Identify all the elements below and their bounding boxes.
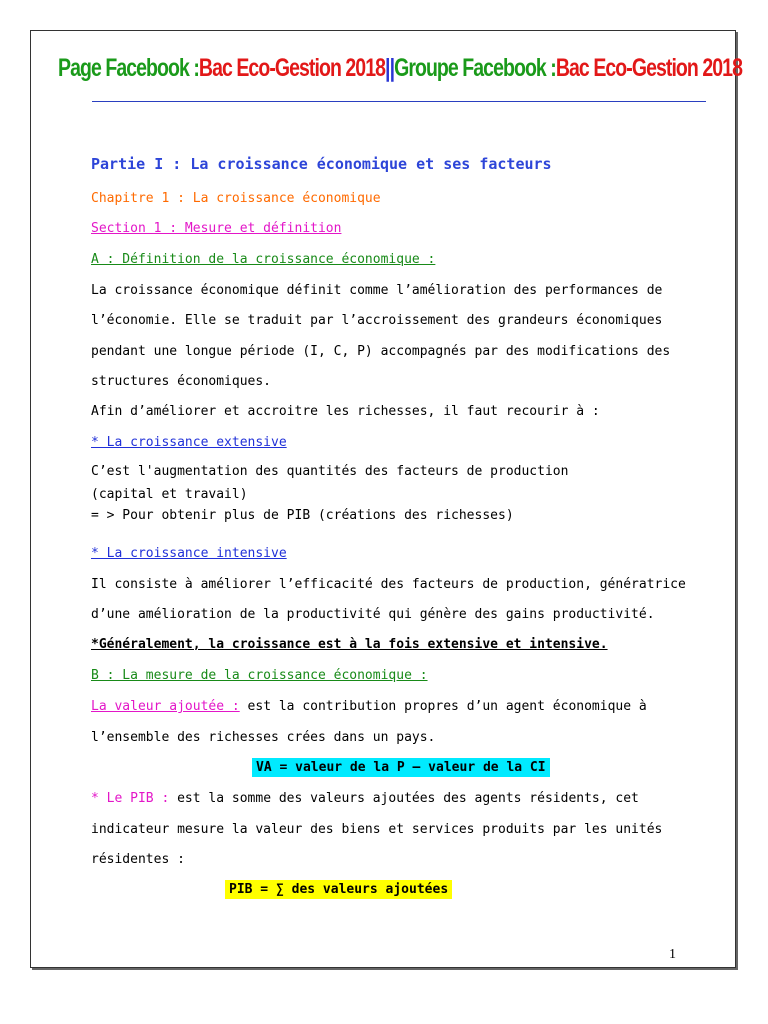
banner-groupe-facebook: Groupe Facebook : bbox=[394, 53, 556, 82]
heading-a: A : Définition de la croissance économique : bbox=[91, 252, 436, 267]
paragraph-line: La croissance économique définit comme l’amélioration des performances de bbox=[91, 283, 663, 298]
paragraph-line: Il consiste à améliorer l’efficacité des facteurs de production, génératrice bbox=[91, 577, 686, 592]
pib-formula-text: PIB = ∑ des valeurs ajoutées bbox=[225, 880, 452, 899]
page-number: 1 bbox=[669, 947, 676, 962]
banner-page-facebook: Page Facebook : bbox=[57, 53, 199, 82]
paragraph-line: indicateur mesure la valeur des biens et services produits par les unités bbox=[91, 822, 663, 837]
facebook-banner bbox=[57, 48, 743, 88]
intensive-title: * La croissance intensive bbox=[91, 546, 287, 561]
pib-text: est la somme des valeurs ajoutées des agents résidents, cet bbox=[169, 791, 639, 806]
pib-label: * Le PIB : bbox=[91, 791, 170, 806]
extensive-title: * La croissance extensive bbox=[91, 435, 287, 450]
paragraph-line: d’une amélioration de la productivité qui génère des gains productivité. bbox=[91, 607, 655, 622]
paragraph-line: l’ensemble des richesses crées dans un pays. bbox=[91, 730, 436, 745]
va-definition-line bbox=[91, 699, 647, 714]
chapitre-title: Chapitre 1 : La croissance économique bbox=[91, 191, 381, 206]
paragraph-line: pendant une longue période (I, C, P) accompagnés par des modifications des bbox=[91, 344, 671, 359]
banner-bac-eco-gestion-2: Bac Eco-Gestion 2018 bbox=[555, 53, 743, 82]
banner-separator: || bbox=[385, 53, 395, 82]
paragraph-line: structures économiques. bbox=[91, 374, 272, 389]
va-formula bbox=[252, 760, 550, 775]
va-label: La valeur ajoutée : bbox=[91, 699, 240, 714]
banner-rule bbox=[92, 101, 706, 102]
heading-b: B : La mesure de la croissance économique : bbox=[91, 668, 428, 683]
va-formula-text: VA = valeur de la P – valeur de la CI bbox=[252, 758, 550, 777]
paragraph-line: l’économie. Elle se traduit par l’accroissement des grandeurs économiques bbox=[91, 313, 663, 328]
paragraph-line: Afin d’améliorer et accroitre les richesses, il faut recourir à : bbox=[91, 404, 600, 419]
general-note: *Généralement, la croissance est à la fois extensive et intensive. bbox=[91, 637, 608, 652]
section-title: Section 1 : Mesure et définition bbox=[91, 221, 342, 236]
paragraph-line: = > Pour obtenir plus de PIB (créations des richesses) bbox=[91, 508, 514, 523]
banner-bac-eco-gestion-1: Bac Eco-Gestion 2018 bbox=[198, 53, 386, 82]
paragraph-line: (capital et travail) bbox=[91, 487, 248, 502]
pib-formula bbox=[225, 882, 452, 897]
va-text: est la contribution propres d’un agent économique à bbox=[239, 699, 647, 714]
paragraph-line: résidentes : bbox=[91, 852, 185, 867]
paragraph-line: C’est l'augmentation des quantités des facteurs de production bbox=[91, 464, 569, 479]
pib-definition-line bbox=[91, 791, 639, 806]
partie-title: Partie I : La croissance économique et ses facteurs bbox=[91, 155, 552, 173]
